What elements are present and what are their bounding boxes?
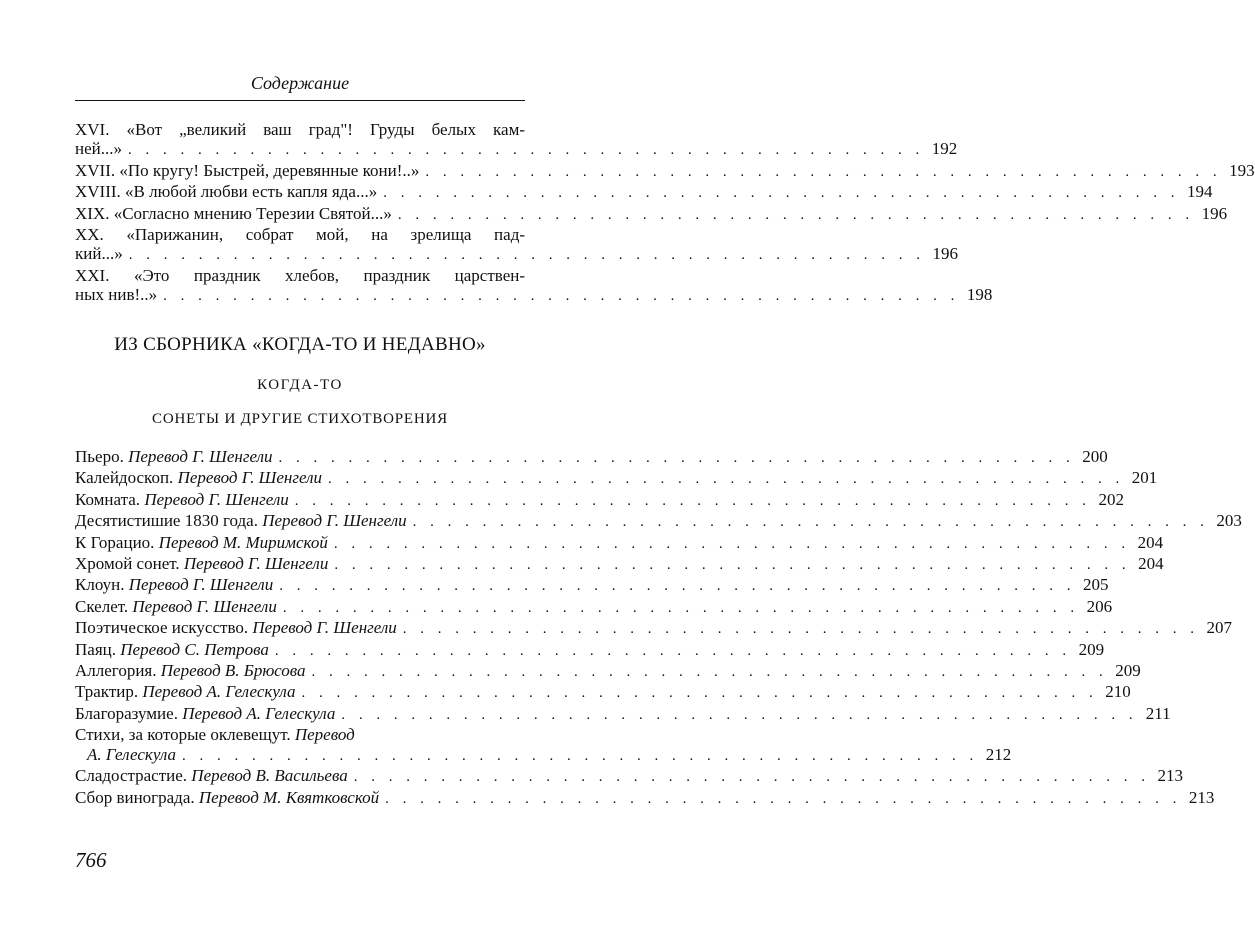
toc-entry-title: К Горацио. bbox=[75, 532, 155, 552]
toc-entry-text bbox=[75, 640, 269, 659]
toc-entry bbox=[75, 725, 1012, 766]
toc-page-number: 205 bbox=[1082, 575, 1109, 595]
toc-entry-text bbox=[75, 490, 289, 509]
dot-leader: . . . . . . . . . . . . . . . . . . . . . . . . . . . . . . . . . . . . . . . . . . . . . . bbox=[425, 163, 1222, 180]
toc-poems bbox=[75, 447, 1242, 809]
toc-entry-translator: Перевод М. Квятковской bbox=[198, 787, 380, 807]
toc-entry-text bbox=[75, 618, 397, 637]
toc-entry-text bbox=[75, 661, 305, 680]
toc-entry-last-line bbox=[75, 160, 1255, 182]
toc-entry-title: Сладострастие. bbox=[75, 766, 188, 786]
toc-entry-title: Паяц. bbox=[75, 639, 116, 659]
toc-page-number: 200 bbox=[1082, 447, 1108, 466]
toc-entry-translator: А. Гелескула bbox=[87, 744, 177, 764]
toc-entry-last-line bbox=[75, 661, 1141, 682]
toc-entry-last-line bbox=[75, 766, 1183, 787]
toc-entry-title: Поэтическое искусство. bbox=[75, 618, 249, 638]
toc-page-number: 213 bbox=[1188, 787, 1215, 807]
toc-entry-last-line bbox=[75, 575, 1109, 596]
toc-page-number: 210 bbox=[1105, 682, 1131, 702]
toc-entry-translator: Перевод Г. Шенгели bbox=[132, 596, 277, 616]
toc-page-number: 194 bbox=[1186, 182, 1213, 202]
toc-entry-translator: Перевод Г. Шенгели bbox=[252, 618, 397, 638]
toc-entry-text bbox=[75, 575, 273, 594]
toc-entry-last-line bbox=[75, 618, 1233, 639]
toc-entry-title: XIX. «Согласно мнению Терезии Святой...» bbox=[75, 203, 392, 223]
toc-entry-translator: Перевод Г. Шенгели bbox=[128, 575, 274, 595]
dot-leader: . . . . . . . . . . . . . . . . . . . . . . . . . . . . . . . . . . . . . . . . . . . . . . bbox=[182, 747, 979, 764]
toc-entry-text bbox=[75, 554, 328, 573]
toc-entry bbox=[75, 511, 1242, 532]
toc-entry-title-line: XX. «Парижанин, собрат мой, на зрелища пад- bbox=[75, 225, 525, 245]
toc-page-number: 204 bbox=[1138, 554, 1164, 574]
toc-entry-last-line bbox=[75, 244, 958, 265]
toc-entry bbox=[75, 447, 1108, 468]
toc-entry-text bbox=[75, 682, 296, 701]
toc-entry-title: Стихи, за которые оклевещут. bbox=[75, 725, 291, 745]
dot-leader: . . . . . . . . . . . . . . . . . . . . . . . . . . . . . . . . . . . . . . . . . . . . . . bbox=[353, 769, 1150, 786]
toc-entry bbox=[75, 575, 1109, 596]
toc-entry bbox=[75, 489, 1124, 511]
dot-leader: . . . . . . . . . . . . . . . . . . . . . . . . . . . . . . . . . . . . . . . . . . . . . . bbox=[412, 514, 1209, 531]
toc-entry bbox=[75, 265, 993, 307]
dot-leader: . . . . . . . . . . . . . . . . . . . . . . . . . . . . . . . . . . . . . . . . . . . . . . bbox=[128, 142, 925, 159]
toc-entry-translator: Перевод В. Васильева bbox=[191, 766, 348, 786]
toc-page-number: 201 bbox=[1131, 468, 1158, 488]
toc-entry-title: Пьеро. bbox=[75, 447, 124, 466]
dot-leader: . . . . . . . . . . . . . . . . . . . . . . . . . . . . . . . . . . . . . . . . . . . . . . bbox=[274, 642, 1072, 659]
toc-entry-last-line bbox=[75, 489, 1124, 511]
toc-entry-title-line: XVI. «Вот „великий ваш град"! Груды белых кам- bbox=[75, 120, 525, 139]
toc-entry-title: кий...» bbox=[75, 244, 123, 264]
toc-entry bbox=[75, 787, 1215, 809]
dot-leader: . . . . . . . . . . . . . . . . . . . . . . . . . . . . . . . . . . . . . . . . . . . . . . bbox=[294, 492, 1091, 509]
toc-entry-last-line bbox=[75, 532, 1164, 554]
toc-entry-last-line bbox=[75, 682, 1131, 703]
toc-entry-translator: Перевод С. Петрова bbox=[120, 639, 269, 659]
toc-entry-last-line bbox=[75, 554, 1164, 575]
toc-page-number: 198 bbox=[966, 285, 993, 305]
toc-page-number: 196 bbox=[1201, 203, 1228, 223]
subsubsection-title: СОНЕТЫ И ДРУГИЕ СТИХОТВОРЕНИЯ bbox=[152, 411, 448, 427]
dot-leader: . . . . . . . . . . . . . . . . . . . . . . . . . . . . . . . . . . . . . . . . . . . . . . bbox=[311, 664, 1108, 681]
toc-entry-text bbox=[75, 468, 322, 487]
page-number: 766 bbox=[75, 848, 107, 872]
dot-leader: . . . . . . . . . . . . . . . . . . . . . . . . . . . . . . . . . . . . . . . . . . . . . . bbox=[327, 471, 1125, 488]
toc-entry-text bbox=[75, 533, 328, 552]
toc-page-number: 193 bbox=[1229, 160, 1255, 180]
section-title: ИЗ СБОРНИКА «КОГДА-ТО И НЕДАВНО» bbox=[114, 334, 486, 355]
toc-page-number: 207 bbox=[1206, 618, 1233, 638]
toc-entry-translator: Перевод Г. Шенгели bbox=[262, 511, 407, 531]
toc-entry-last-line bbox=[75, 468, 1158, 489]
toc-entry bbox=[75, 182, 1213, 203]
toc-page-number: 212 bbox=[985, 744, 1012, 764]
toc-entry-title: Аллегория. bbox=[75, 661, 157, 681]
toc-entry bbox=[75, 532, 1164, 554]
toc-entry-translator: Перевод М. Миримской bbox=[158, 532, 328, 552]
toc-entry-translator: Перевод Г. Шенгели bbox=[144, 489, 289, 509]
toc-entry-title: ней...» bbox=[75, 139, 122, 159]
toc-entry-last-line bbox=[75, 787, 1215, 809]
toc-entry-title: XVIII. «В любой любви есть капля яда...» bbox=[75, 182, 378, 202]
dot-leader: . . . . . . . . . . . . . . . . . . . . . . . . . . . . . . . . . . . . . . . . . . . . . . bbox=[278, 450, 1075, 466]
dot-leader: . . . . . . . . . . . . . . . . . . . . . . . . . . . . . . . . . . . . . . . . . . . . . . bbox=[383, 185, 1180, 202]
dot-leader: . . . . . . . . . . . . . . . . . . . . . . . . . . . . . . . . . . . . . . . . . . . . . . bbox=[282, 599, 1080, 616]
toc-entry bbox=[75, 160, 1255, 182]
toc-entry-title-line bbox=[75, 725, 525, 744]
toc-entry-title-line: XXI. «Это праздник хлебов, праздник царствен- bbox=[75, 265, 525, 285]
toc-entry-title: Десятистишие 1830 года. bbox=[75, 511, 258, 531]
toc-entry bbox=[75, 468, 1158, 489]
toc-page-number: 209 bbox=[1078, 639, 1105, 659]
toc-entry bbox=[75, 766, 1183, 787]
toc-entry-text bbox=[75, 597, 277, 616]
toc-entry bbox=[75, 639, 1105, 661]
toc-entry bbox=[75, 554, 1164, 575]
toc-entry-translator: Перевод А. Гелескула bbox=[142, 682, 296, 702]
toc-entry bbox=[75, 618, 1233, 639]
toc-entry-text bbox=[75, 788, 379, 807]
toc-entry-text bbox=[75, 766, 348, 785]
toc-entry-last-line bbox=[75, 447, 1108, 468]
dot-leader: . . . . . . . . . . . . . . . . . . . . . . . . . . . . . . . . . . . . . . . . . . . . . . bbox=[128, 247, 925, 264]
toc-entry bbox=[75, 225, 958, 266]
toc-entry-last-line bbox=[75, 511, 1242, 532]
toc-page-number: 206 bbox=[1086, 596, 1113, 616]
toc-entry-title: Скелет. bbox=[75, 596, 129, 616]
dot-leader: . . . . . . . . . . . . . . . . . . . . . . . . . . . . . . . . . . . . . . . . . . . . . . bbox=[341, 706, 1138, 723]
toc-entry-last-line bbox=[75, 639, 1105, 661]
dot-leader: . . . . . . . . . . . . . . . . . . . . . . . . . . . . . . . . . . . . . . . . . . . . . . bbox=[333, 535, 1131, 552]
toc-page-number: 209 bbox=[1115, 661, 1141, 681]
toc-entry-text bbox=[75, 447, 273, 466]
toc-entry-last-line bbox=[75, 596, 1113, 618]
toc-entry-last-line bbox=[75, 203, 1228, 225]
toc-entry bbox=[75, 203, 1228, 225]
toc-page-number: 192 bbox=[931, 139, 958, 159]
toc-entry-last-line bbox=[75, 285, 993, 306]
toc-entry-text bbox=[75, 704, 335, 723]
toc-entry-title: Трактир. bbox=[75, 682, 139, 702]
toc-entry-translator: Перевод Г. Шенгели bbox=[128, 447, 273, 466]
toc-page-number: 203 bbox=[1216, 511, 1242, 531]
dot-leader: . . . . . . . . . . . . . . . . . . . . . . . . . . . . . . . . . . . . . . . . . . . . . . bbox=[279, 578, 1076, 595]
toc-entry-translator: Перевод Г. Шенгели bbox=[183, 554, 329, 574]
toc-entry-text bbox=[75, 511, 407, 530]
toc-entry-translator: Перевод Г. Шенгели bbox=[177, 468, 322, 488]
toc-entry bbox=[75, 682, 1131, 703]
dot-leader: . . . . . . . . . . . . . . . . . . . . . . . . . . . . . . . . . . . . . . . . . . . . . . bbox=[402, 621, 1200, 638]
toc-entry-last-line bbox=[75, 703, 1171, 725]
dot-leader: . . . . . . . . . . . . . . . . . . . . . . . . . . . . . . . . . . . . . . . . . . . . . . bbox=[385, 790, 1182, 807]
subsection-title: КОГДА-ТО bbox=[257, 377, 343, 393]
toc-entry bbox=[75, 661, 1141, 682]
toc-entry-title: Комната. bbox=[75, 489, 141, 509]
toc-entry-title: ных нив!..» bbox=[75, 285, 158, 305]
toc-entry-translator-prefix: Перевод bbox=[294, 725, 355, 745]
toc-entry-title: Благоразумие. bbox=[75, 703, 178, 723]
toc-entry-last-line bbox=[75, 139, 958, 160]
toc-page-number: 204 bbox=[1137, 532, 1164, 552]
dot-leader: . . . . . . . . . . . . . . . . . . . . . . . . . . . . . . . . . . . . . . . . . . . . . . bbox=[334, 557, 1131, 574]
toc-entry-title: Сбор винограда. bbox=[75, 787, 195, 807]
dot-leader: . . . . . . . . . . . . . . . . . . . . . . . . . . . . . . . . . . . . . . . . . . . . . . bbox=[163, 288, 960, 305]
toc-entry bbox=[75, 703, 1171, 725]
toc-page-number: 196 bbox=[932, 244, 958, 264]
toc-page-number: 211 bbox=[1145, 703, 1171, 723]
toc-entry-last-line bbox=[75, 182, 1213, 203]
toc-entry-title: Клоун. bbox=[75, 575, 125, 595]
toc-page-number: 213 bbox=[1157, 766, 1183, 786]
toc-entry-title: XVII. «По кругу! Быстрей, деревянные кони!..» bbox=[75, 160, 420, 180]
toc-entry-title: Калейдоскоп. bbox=[75, 468, 174, 488]
toc-page-number: 202 bbox=[1098, 489, 1124, 509]
dot-leader: . . . . . . . . . . . . . . . . . . . . . . . . . . . . . . . . . . . . . . . . . . . . . . bbox=[397, 206, 1195, 223]
toc-sonnets-continued bbox=[75, 120, 1255, 307]
toc-entry-title: Хромой сонет. bbox=[75, 554, 180, 574]
toc-entry-translator: Перевод В. Брюсова bbox=[160, 661, 306, 681]
toc-entry bbox=[75, 120, 958, 161]
dot-leader: . . . . . . . . . . . . . . . . . . . . . . . . . . . . . . . . . . . . . . . . . . . . . . bbox=[301, 685, 1098, 702]
running-head: Содержание bbox=[250, 73, 350, 93]
toc-entry-translator: Перевод А. Гелескула bbox=[182, 703, 336, 723]
header-rule bbox=[75, 100, 525, 101]
toc-entry-last-line bbox=[75, 744, 1012, 766]
toc-entry bbox=[75, 596, 1113, 618]
